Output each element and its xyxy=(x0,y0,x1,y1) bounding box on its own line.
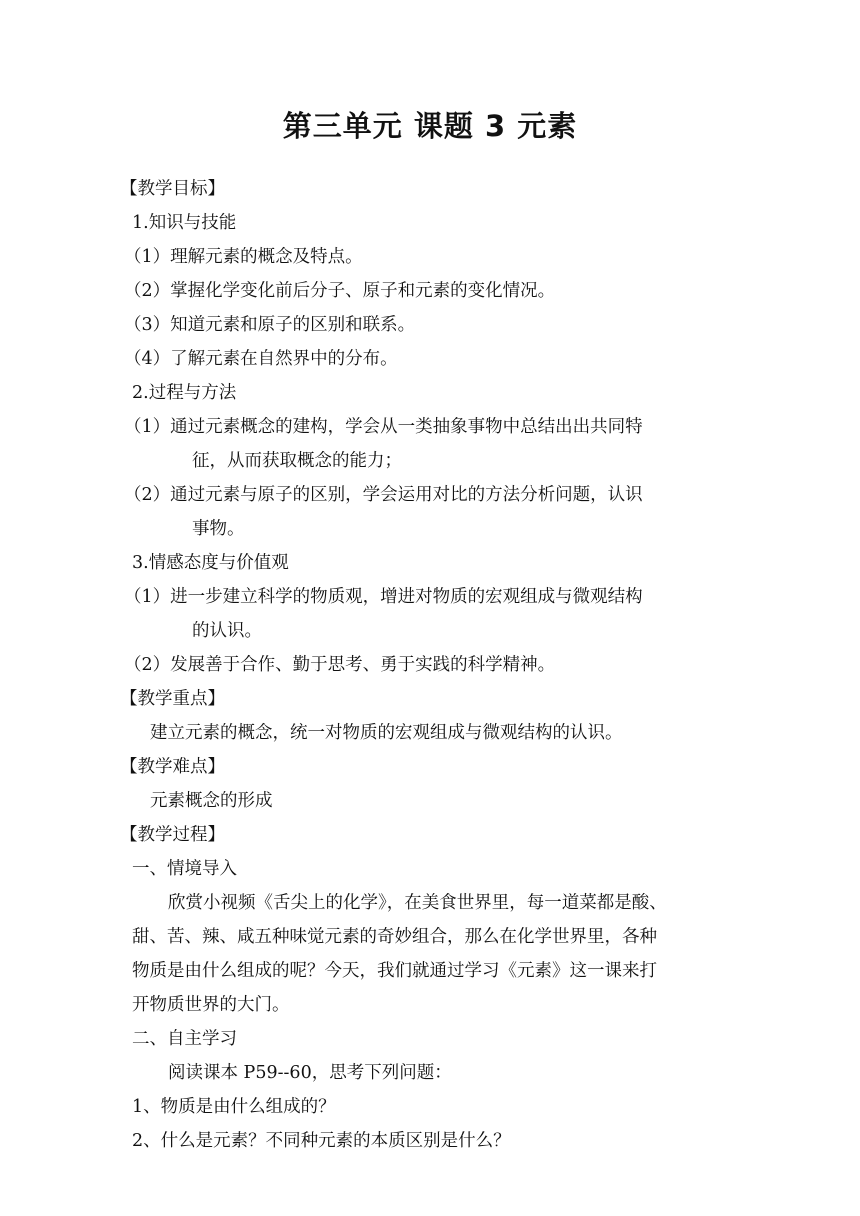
text-line: 【教学目标】 xyxy=(120,179,225,199)
text-line: 一、情境导入 xyxy=(132,859,237,879)
text-line: 开物质世界的大门。 xyxy=(132,995,290,1015)
text-line: （1）通过元素概念的建构，学会从一类抽象事物中总结出出共同特 xyxy=(124,417,643,437)
text-line: 2、什么是元素？不同种元素的本质区别是什么？ xyxy=(132,1131,511,1151)
text-line: 的认识。 xyxy=(192,621,262,641)
text-line: 1、物质是由什么组成的？ xyxy=(132,1097,336,1117)
text-line: （3）知道元素和原子的区别和联系。 xyxy=(124,315,416,335)
text-line: 二、自主学习 xyxy=(132,1029,237,1049)
text-line: 【教学难点】 xyxy=(120,757,225,777)
text-line: 【教学重点】 xyxy=(120,689,225,709)
text-line: （2）掌握化学变化前后分子、原子和元素的变化情况。 xyxy=(124,281,556,301)
text-line: 欣赏小视频《舌尖上的化学》，在美食世界里，每一道菜都是酸、 xyxy=(168,893,667,913)
text-line: 征，从而获取概念的能力； xyxy=(192,451,402,471)
document-body xyxy=(120,172,732,1158)
text-line: 2.过程与方法 xyxy=(132,383,237,403)
text-line: 物质是由什么组成的呢？今天，我们就通过学习《元素》这一课来打 xyxy=(132,961,657,981)
document-title: 第三单元 课题 3 元素 xyxy=(282,109,578,143)
text-line: （4）了解元素在自然界中的分布。 xyxy=(124,349,398,369)
text-line: 阅读课本 P59--60，思考下列问题： xyxy=(168,1063,452,1083)
text-line: 甜、苦、辣、咸五种味觉元素的奇妙组合，那么在化学世界里，各种 xyxy=(132,927,657,947)
text-line: （1）进一步建立科学的物质观，增进对物质的宏观组成与微观结构 xyxy=(124,587,643,607)
text-line: （2）通过元素与原子的区别，学会运用对比的方法分析问题，认识 xyxy=(124,485,643,505)
text-line: 建立元素的概念，统一对物质的宏观组成与微观结构的认识。 xyxy=(150,723,623,743)
text-line: （1）理解元素的概念及特点。 xyxy=(124,247,363,267)
text-line: （2）发展善于合作、勤于思考、勇于实践的科学精神。 xyxy=(124,655,556,675)
text-line: 元素概念的形成 xyxy=(150,791,273,811)
text-line: 3.情感态度与价值观 xyxy=(132,553,289,573)
text-line: 1.知识与技能 xyxy=(132,213,237,233)
text-line: 【教学过程】 xyxy=(120,825,225,845)
text-line: 事物。 xyxy=(192,519,245,539)
